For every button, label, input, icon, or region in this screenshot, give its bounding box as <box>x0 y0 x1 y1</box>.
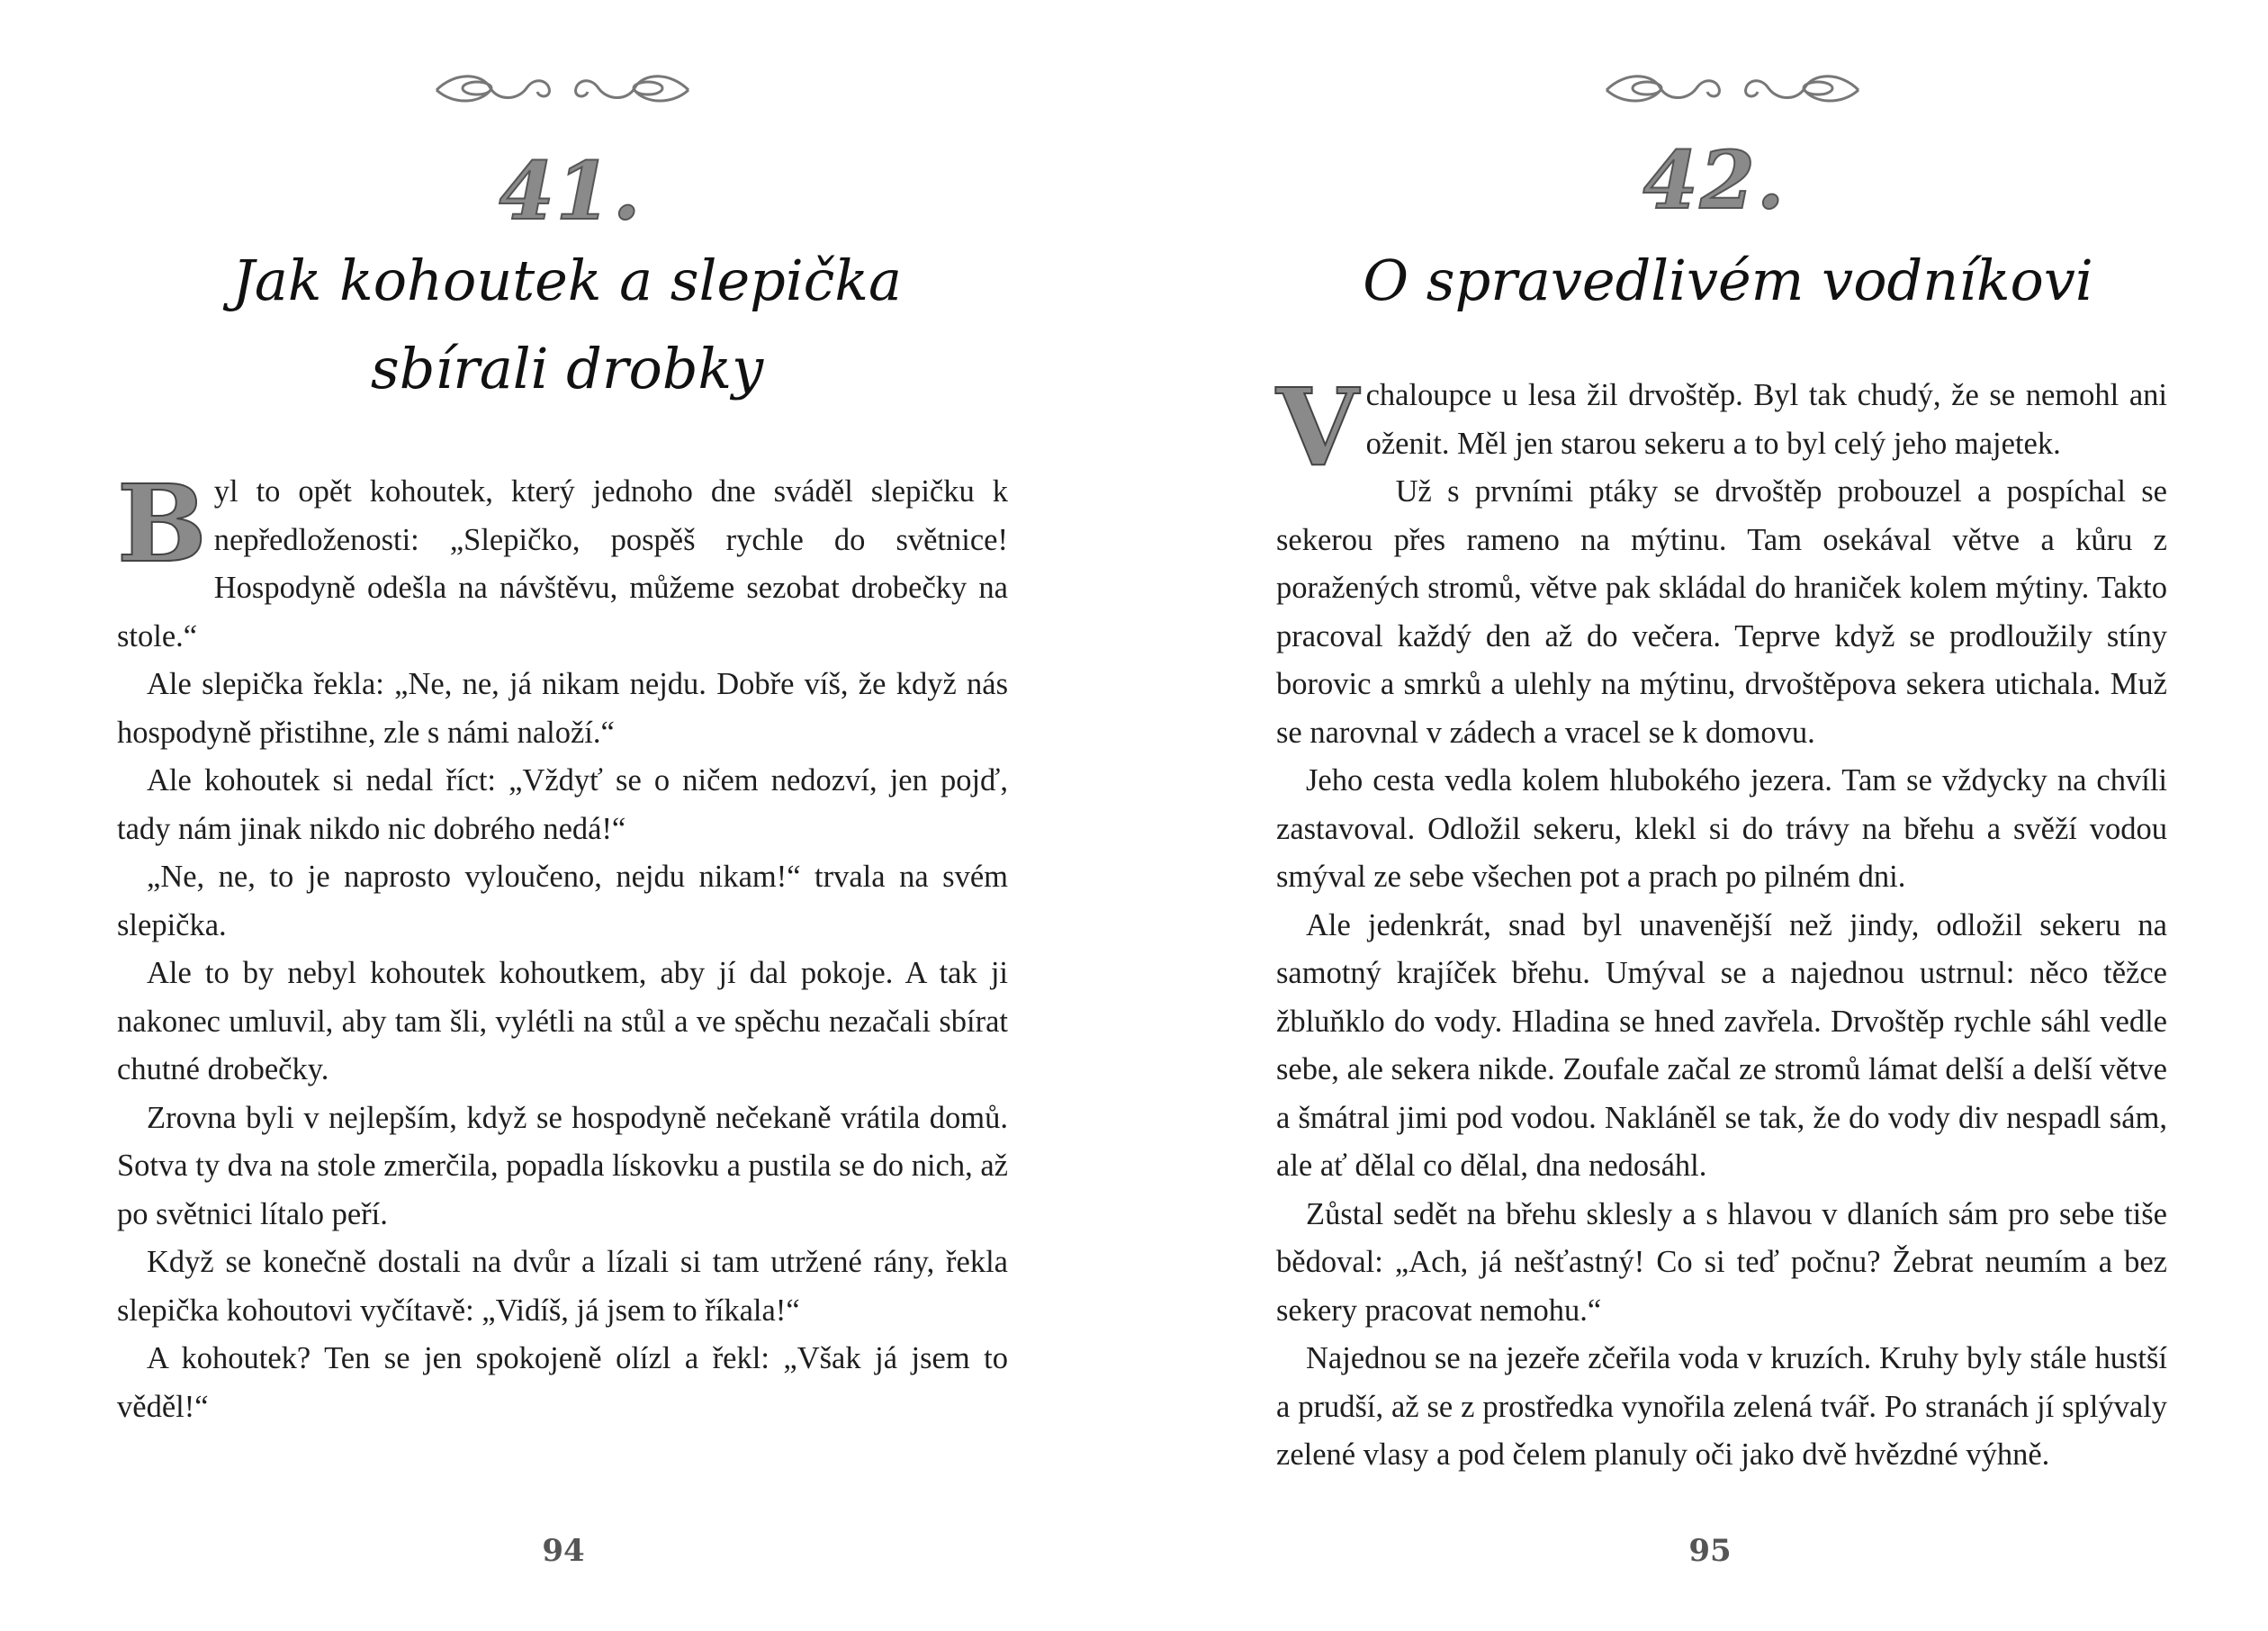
paragraph: Zůstal sedět na břehu sklesly a s hlavou v dlaních sám pro sebe tiše bědoval: „Ach, já nešťastný! Co si teď počnu? Žebrat neumím a bez sekery pracovat nemohu.“ <box>1276 1196 2167 1328</box>
chapter-title-line: sbírali drobky <box>370 336 764 401</box>
paragraph: Vchaloupce u lesa žil drvoštěp. Byl tak chudý, že se nemohl ani oženit. Měl jen starou sekeru a to byl celý jeho majetek. <box>1276 365 2167 490</box>
paragraph: Ale to by nebyl kohoutek kohoutkem, aby jí dal pokoje. A tak ji nakonec umluvil, aby tam šli, vylétli na stůl a ve spěchu nezačali sbírat chutné drobečky. <box>117 956 1008 1086</box>
paragraph: „Ne, ne, to je naprosto vyloučeno, nejdu nikam!“ trvala na svém slepička. <box>117 860 1008 942</box>
chapter-title <box>0 237 1134 413</box>
flourish-ornament-icon <box>1598 70 1868 106</box>
paragraph: Už s prvními ptáky se drvoštěp probouzel a pospíchal se sekerou přes rameno na mýtinu. Tam osekával větve a kůru z poražených stromů, větve pak skládal do hraniček kolem mýtiny. Takto pracoval každý den až do večera. Teprve když se prodloužily stíny borovic a smrků a ulehly na mýtinu, drvoštěpova sekera utichala. Muž se narovnal v zádech a vracel se k domovu. <box>1276 474 2167 750</box>
flourish-ornament-icon <box>428 70 698 106</box>
paragraph: Když se konečně dostali na dvůr a lízali si tam utržené rány, řekla slepička kohoutovi vyčítavě: „Vidíš, já jsem to říkala!“ <box>117 1245 1008 1328</box>
paragraph: Ale slepička řekla: „Ne, ne, já nikam nejdu. Dobře víš, že když nás hospodyně přistihne, zle s námi naloží.“ <box>117 667 1008 750</box>
chapter-title-line: Jak kohoutek a slepička <box>232 248 902 313</box>
chapter-text <box>1276 365 2167 1480</box>
paragraph: A kohoutek? Ten se jen spokojeně olízl a řekl: „Však já jsem to věděl!“ <box>117 1341 1008 1424</box>
paragraph: Najednou se na jezeře zčeřila voda v kruzích. Kruhy byly stále hustší a prudší, až se z prostředka vynořila zelená tvář. Po stranách jí splývaly zelené vlasy a pod čelem planuly oči jako dvě hvězdné výhně. <box>1276 1341 2167 1472</box>
chapter-number: 41. <box>499 144 643 238</box>
paragraph: Ale kohoutek si nedal říct: „Vždyť se o ničem nedozví, jen pojď, tady nám jinak nikdo nic dobrého nedá!“ <box>117 763 1008 846</box>
page-number: 94 <box>542 1533 585 1569</box>
paragraph: Byl to opět kohoutek, který jednoho dne sváděl slepičku k nepředloženosti: „Slepičko, pospěš rychle do světnice! Hospodyně odešla na návštěvu, můžeme sezobat drobečky na stole.“ <box>117 461 1008 653</box>
drop-cap: B <box>117 461 207 586</box>
paragraph: Jeho cesta vedla kolem hlubokého jezera. Tam se vždycky na chvíli zastavoval. Odložil sekeru, klekl si do trávy na břehu a svěží vodou smýval ze sebe všechen pot a prach po pilném dni. <box>1276 763 2167 894</box>
chapter-text <box>117 461 1008 1431</box>
paragraph: Zrovna byli v nejlepším, když se hospodyně nečekaně vrátila domů. Sotva ty dva na stole zmerčila, popadla lískovku a pustila se do nich, až po světnici lítalo peří. <box>117 1100 1008 1231</box>
page-number: 95 <box>1688 1533 1732 1569</box>
drop-cap: V <box>1276 365 1359 490</box>
right-page <box>1134 0 2268 1631</box>
chapter-title <box>1134 237 2268 325</box>
chapter-title-line: O spravedlivém vodníkovi <box>1363 248 2093 313</box>
paragraph: Ale jedenkrát, snad byl unavenější než jindy, odložil sekeru na samotný krajíček břehu. Umýval se a najednou ustrnul: něco těžce žbluňklo do vody. Hladina se hned zavřela. Drvoštěp rychle sáhl vedle sebe, ale sekera nikde. Zoufale začal ze stromů lámat delší a delší větve a šmátral jimi pod vodou. Nakláněl se tak, že do vody div nespadl sám, ale ať dělal co dělal, dna nedosáhl. <box>1276 907 2167 1183</box>
chapter-number: 42. <box>1642 133 1786 227</box>
